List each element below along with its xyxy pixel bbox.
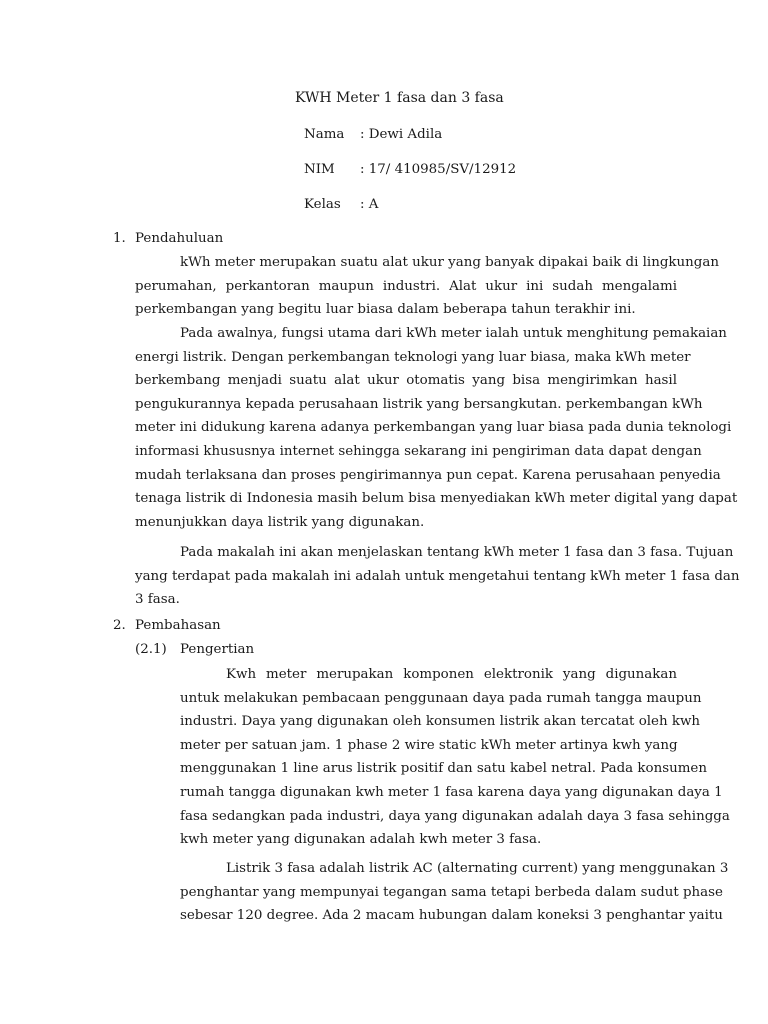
intro-paragraph-2 <box>135 322 738 534</box>
paragraph-line: penghantar yang mempunyai tegangan sama tetapi berbeda dalam sudut phase <box>180 884 723 900</box>
intro-paragraph-3 <box>135 541 740 612</box>
section-2-heading: Pembahasan <box>135 618 221 633</box>
document-title: KWH Meter 1 fasa dan 3 fasa <box>295 90 504 106</box>
class-value: : A <box>360 197 379 212</box>
paragraph-line: industri. Daya yang digunakan oleh konsumen listrik akan tercatat oleh kwh <box>180 714 701 730</box>
paragraph-line: perumahan, perkantoran maupun industri. Alat ukur ini sudah mengalami <box>135 278 677 294</box>
name-value: : Dewi Adila <box>360 127 443 142</box>
paragraph-line: meter ini didukung karena adanya perkembangan yang luar biasa pada dunia teknologi <box>135 420 732 436</box>
class-label: Kelas <box>304 197 341 212</box>
paragraph-line: untuk melakukan pembacaan penggunaan daya pada rumah tangga maupun <box>180 690 702 706</box>
paragraph-line: menunjukkan daya listrik yang digunakan. <box>135 514 425 530</box>
section-1-heading: Pendahuluan <box>135 231 224 246</box>
paragraph-line: berkembang menjadi suatu alat ukur otomatis yang bisa mengirimkan hasil <box>135 373 677 389</box>
name-label: Nama <box>304 127 345 142</box>
paragraph-line: 3 fasa. <box>135 592 180 608</box>
paragraph-line: Listrik 3 fasa adalah listrik AC (alternating current) yang menggunakan 3 <box>226 861 729 876</box>
paragraph-line: Kwh meter merupakan komponen elektronik yang digunakan <box>226 667 677 682</box>
definition-paragraph-2 <box>180 857 729 928</box>
paragraph-line: mudah terlaksana dan proses pengirimannya pun cepat. Karena perusahaan penyedia <box>135 467 721 483</box>
paragraph-line: menggunakan 1 line arus listrik positif dan satu kabel netral. Pada konsumen <box>180 761 707 777</box>
paragraph-line: pengukurannya kepada perusahaan listrik yang bersangkutan. perkembangan kWh <box>135 396 703 412</box>
paragraph-line: energi listrik. Dengan perkembangan teknologi yang luar biasa, maka kWh meter <box>135 349 691 365</box>
nim-value: : 17/ 410985/SV/12912 <box>360 162 517 177</box>
subsection-2-1-heading: Pengertian <box>180 642 255 657</box>
paragraph-line: rumah tangga digunakan kwh meter 1 fasa karena daya yang digunakan daya 1 <box>180 784 723 800</box>
paragraph-line: fasa sedangkan pada industri, daya yang digunakan adalah daya 3 fasa sehingga <box>180 808 730 824</box>
paragraph-line: kWh meter merupakan suatu alat ukur yang banyak dipakai baik di lingkungan <box>180 255 719 270</box>
paragraph-line: tenaga listrik di Indonesia masih belum bisa menyediakan kWh meter digital yang dapat <box>135 491 738 507</box>
paragraph-line: informasi khususnya internet sehingga sekarang ini pengiriman data dapat dengan <box>135 443 702 459</box>
section-2-number: 2. <box>113 618 126 633</box>
paragraph-line: Pada awalnya, fungsi utama dari kWh meter ialah untuk menghitung pemakaian <box>180 326 727 341</box>
paragraph-line: kwh meter yang digunakan adalah kwh meter 3 fasa. <box>180 832 542 848</box>
paragraph-line: meter per satuan jam. 1 phase 2 wire static kWh meter artinya kwh yang <box>180 737 678 753</box>
intro-paragraph-1 <box>135 251 719 322</box>
section-1-number: 1. <box>113 231 126 246</box>
paragraph-line: sebesar 120 degree. Ada 2 macam hubungan dalam koneksi 3 penghantar yaitu <box>180 908 723 924</box>
definition-paragraph-1 <box>180 663 730 852</box>
paragraph-line: perkembangan yang begitu luar biasa dalam beberapa tahun terakhir ini. <box>135 302 636 318</box>
nim-label: NIM <box>304 162 335 177</box>
paragraph-line: Pada makalah ini akan menjelaskan tentang kWh meter 1 fasa dan 3 fasa. Tujuan <box>180 545 734 560</box>
subsection-2-1-number: (2.1) <box>135 642 167 657</box>
paragraph-line: yang terdapat pada makalah ini adalah untuk mengetahui tentang kWh meter 1 fasa dan <box>135 568 740 584</box>
